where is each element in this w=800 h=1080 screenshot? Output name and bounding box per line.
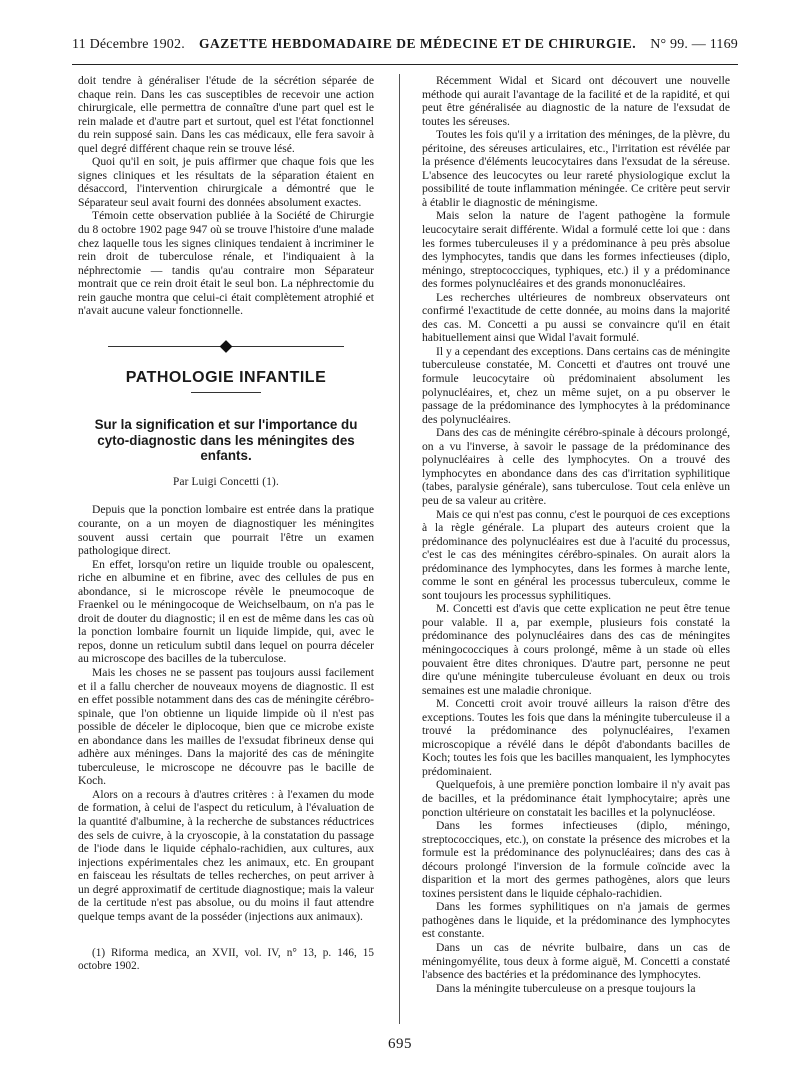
paragraph: En effet, lorsqu'on retire un liquide trouble ou opalescent, riche en albumine et en fibrine, avec des cellules de pus en abondance, si le microscope révèle le pneumocoque de Fraenkel ou le méningocoque de Weichselbaum, on n'a pas le droit de douter du diagnostic; il en est de même dans les cas où la ponction lombaire fournit un liquide limpide, qui, avec le repos, donne un reticulum subtil dans lequel on pourra déceler au microscope des bacilles de la tuberculose.: [78, 557, 374, 666]
paragraph: Dans les formes infectieuses (diplo, méningo, streptococciques, etc.), on constate la présence des microbes et la formule est la prédominance des polynucléaires; dans des cas à décours prolongé l'inversion de la formule coïncide avec la disparition et la mort des germes pathogènes, alors que leurs toxines persistent dans le liquide céphalo-rachidien.: [422, 819, 730, 900]
paragraph: doit tendre à généraliser l'étude de la sécrétion séparée de chaque rein. Dans les cas susceptibles de recevoir une action chirurgicale, elle permettra de connaître d'une part quel est le rein malade et d'autre part et surtout, quel est l'état fonctionnel du rein supposé sain. Dans les cas médicaux, elle fera savoir à quel degré différent chaque rein se trouve lésé.: [78, 74, 374, 155]
paragraph: M. Concetti croit avoir trouvé ailleurs la raison d'être des exceptions. Toutes les fois que dans la méningite tuberculeuse il a trouvé la prédominance des polynucléaires, l'examen microscopique a révélé dans le dépôt d'abondants bacilles de Koch; toutes les fois que les bacilles manquaient, les lymphocytes prédominaient.: [422, 697, 730, 778]
heading-rule: [191, 392, 261, 393]
paragraph: Dans les formes syphilitiques on n'a jamais de germes pathogènes dans le liquide, et la prédominance des lymphocytes est constante.: [422, 900, 730, 941]
paragraph: M. Concetti est d'avis que cette explication ne peut être tenue pour valable. Il a, par exemple, plusieurs fois constaté la prédominance des polynucléaires dans des cas de méningites méningococciques à cours prolongé, même à un stade où elles pouvaient être dites chroniques. D'autre part, personne ne peut dire qu'une méningite tuberculeuse évoluant en deux ou trois semaines est une maladie chronique.: [422, 602, 730, 697]
paragraph: Témoin cette observation publiée à la Société de Chirurgie du 8 octobre 1902 page 947 où se trouve l'histoire d'une malade chez laquelle tous les signes cliniques tendaient à incriminer le rein droit de tuberculose rénale, et l'indiquaient à la néphrectomie — tandis qu'au contraire mon Séparateur montrait que ce rein droit était le seul bon. La néphrectomie du rein gauche montra que celui-ci était complètement atrophié et n'avait aucune valeur fonctionnelle.: [78, 209, 374, 318]
paragraph: Dans des cas de méningite cérébro-spinale à décours prolongé, on a vu l'inverse, à savoir le passage de la prédominance des polynucléaires à celle des lymphocytes. On a trouvé des lymphocytes en abondance dans des cas d'irritation syphilitique (tabes, paralysie générale), sans tuberculose. Tout cela enlève un peu de sa valeur au critère.: [422, 426, 730, 507]
header-issue-number: N° 99. — 1169: [650, 37, 738, 52]
paragraph: Dans la méningite tuberculeuse on a presque toujours la: [436, 981, 696, 995]
section-divider: [78, 335, 374, 359]
left-column: [78, 74, 374, 973]
diamond-ornament-icon: [220, 340, 233, 353]
paragraph: Mais ce qui n'est pas connu, c'est le pourquoi de ces exceptions à la règle générale. La plupart des auteurs croient que la prédominance des polynucléaires est due à l'acuité du processus, c'est le cas des méningites cérébro-spinales. On aurait alors la prédominance des lymphocytes, dans les formes à marche lente, comme le sont en général les processus tuberculeux, comme le sont toujours les processus syphilitiques.: [422, 507, 730, 602]
footnote-text: (1) Riforma medica, an XVII, vol. IV, n° 13, p. 146, 15 octobre 1902.: [78, 947, 374, 973]
paragraph: Quoi qu'il en soit, je puis affirmer que chaque fois que les signes cliniques et les résultats de la séparation étaient en désaccord, l'intervention chirurgicale a démontré que le Séparateur seul avait fourni des données absolument exactes.: [78, 155, 374, 209]
paragraph: Mais selon la nature de l'agent pathogène la formule leucocytaire serait différente. Widal a formulé cette loi que : dans les formes tuberculeuses il y a prédominance à peu près absolue des lymphocytes, tandis que dans les formes infectieuses (diplo, méningo, streptococciques, typhiques, etc.) il y a prédominance des formes polynucléaires et des grands mononucléaires.: [422, 209, 730, 291]
page-number: 695: [388, 1036, 412, 1052]
paragraph: Dans un cas de névrite bulbaire, dans un cas de méningomyélite, tous deux à forme aiguë, M. Concetti a constaté l'absence des bactéries et la prédominance des lymphocytes.: [422, 941, 730, 982]
paragraph: Alors on a recours à d'autres critères : à l'examen du mode de formation, à celui de l'aspect du reticulum, à l'évaluation de la quantité d'albumine, à la recherche de substances réductrices des sels de cuivre, à la cryoscopie, à la constatation du passage de l'iode dans le liquide céphalo-rachidien, aux cultures, aux injections expérimentales chez les animaux, etc. En groupant en faisceau les résultats de telles recherches, on peut arriver à un degré approximatif de certitude diagnostique; mais la valeur de la certitude n'est pas absolue, ou du moins il faut attendre quelque temps avant de la posséder (injections aux animaux).: [78, 787, 374, 923]
paragraph: Les recherches ultérieures de nombreux observateurs ont confirmé l'exactitude de cette donnée, au moins dans la majorité des cas. M. Concetti a pu aussi se convaincre qu'il en était habituellement ainsi que Widal l'avait formulé.: [422, 290, 730, 345]
paragraph: Quelquefois, à une première ponction lombaire il n'y avait pas de bacilles, et la prédominance était lymphocytaire; après une ponction ultérieure on constatait les bacilles et la polynucléose.: [422, 778, 730, 819]
paragraph: Il y a cependant des exceptions. Dans certains cas de méningite tuberculeuse constatée, M. Concetti et d'autres ont trouvé une formule leucocytaire où prédominaient absolument les polynucléaires, et, chez un même sujet, on a pu observer le passage de la prédominance des lymphocytes à la prédominance des polynucléaires.: [422, 344, 730, 426]
header-rule: [72, 64, 738, 65]
article-title: Sur la signification et sur l'importance du cyto-diagnostic dans les méningites des enfants.: [94, 417, 358, 464]
paragraph: Toutes les fois qu'il y a irritation des méninges, de la plèvre, du péritoine, des séreuses articulaires, etc., l'irritation est révélée par la présence d'éléments leucocytaires dans l'exsudat de la séreuse. L'absence des leucocytes ou leur rareté physiologique exclut la possibilité de toute inflammation méningée. Ce critère peut servir à établir le diagnostic de méningisme.: [422, 128, 730, 209]
header-date: 11 Décembre 1902.: [72, 37, 185, 52]
column-separator: [399, 74, 400, 1024]
section-heading: PATHOLOGIE INFANTILE: [125, 368, 327, 386]
paragraph: Récemment Widal et Sicard ont découvert une nouvelle méthode qui aurait l'avantage de la facilité et de la rapidité, et qui peut être généralisée au diagnostic de la nature de l'exsudat de toutes les séreuses.: [422, 74, 730, 128]
article-author: Par Luigi Concetti (1).: [173, 475, 279, 488]
paragraph: Depuis que la ponction lombaire est entrée dans la pratique courante, on a un moyen de diagnostiquer les méningites souvent aussi certain que pourrait l'être un examen pathologique direct.: [78, 503, 374, 558]
footnote: [78, 947, 374, 973]
right-column: [422, 74, 730, 995]
paragraph: Mais les choses ne se passent pas toujours aussi facilement et il a fallu chercher de nouveaux moyens de diagnostic. Il est en effet possible notamment dans des cas de méningite cérébro-spinale, que l'on obtienne un liquide limpide où il n'est pas possible de déceler le diplocoque, bien que ce microbe existe en abondance dans les mailles de l'exsudat fibrineux dense qui adhère aux méninges. Dans la majorité des cas de méningite tuberculeuse, le microscope ne découvre pas le bacille de Koch.: [78, 666, 374, 788]
header-journal-title: GAZETTE HEBDOMADAIRE DE MÉDECINE ET DE CHIRURGIE.: [198, 36, 637, 51]
running-header: [72, 36, 738, 62]
